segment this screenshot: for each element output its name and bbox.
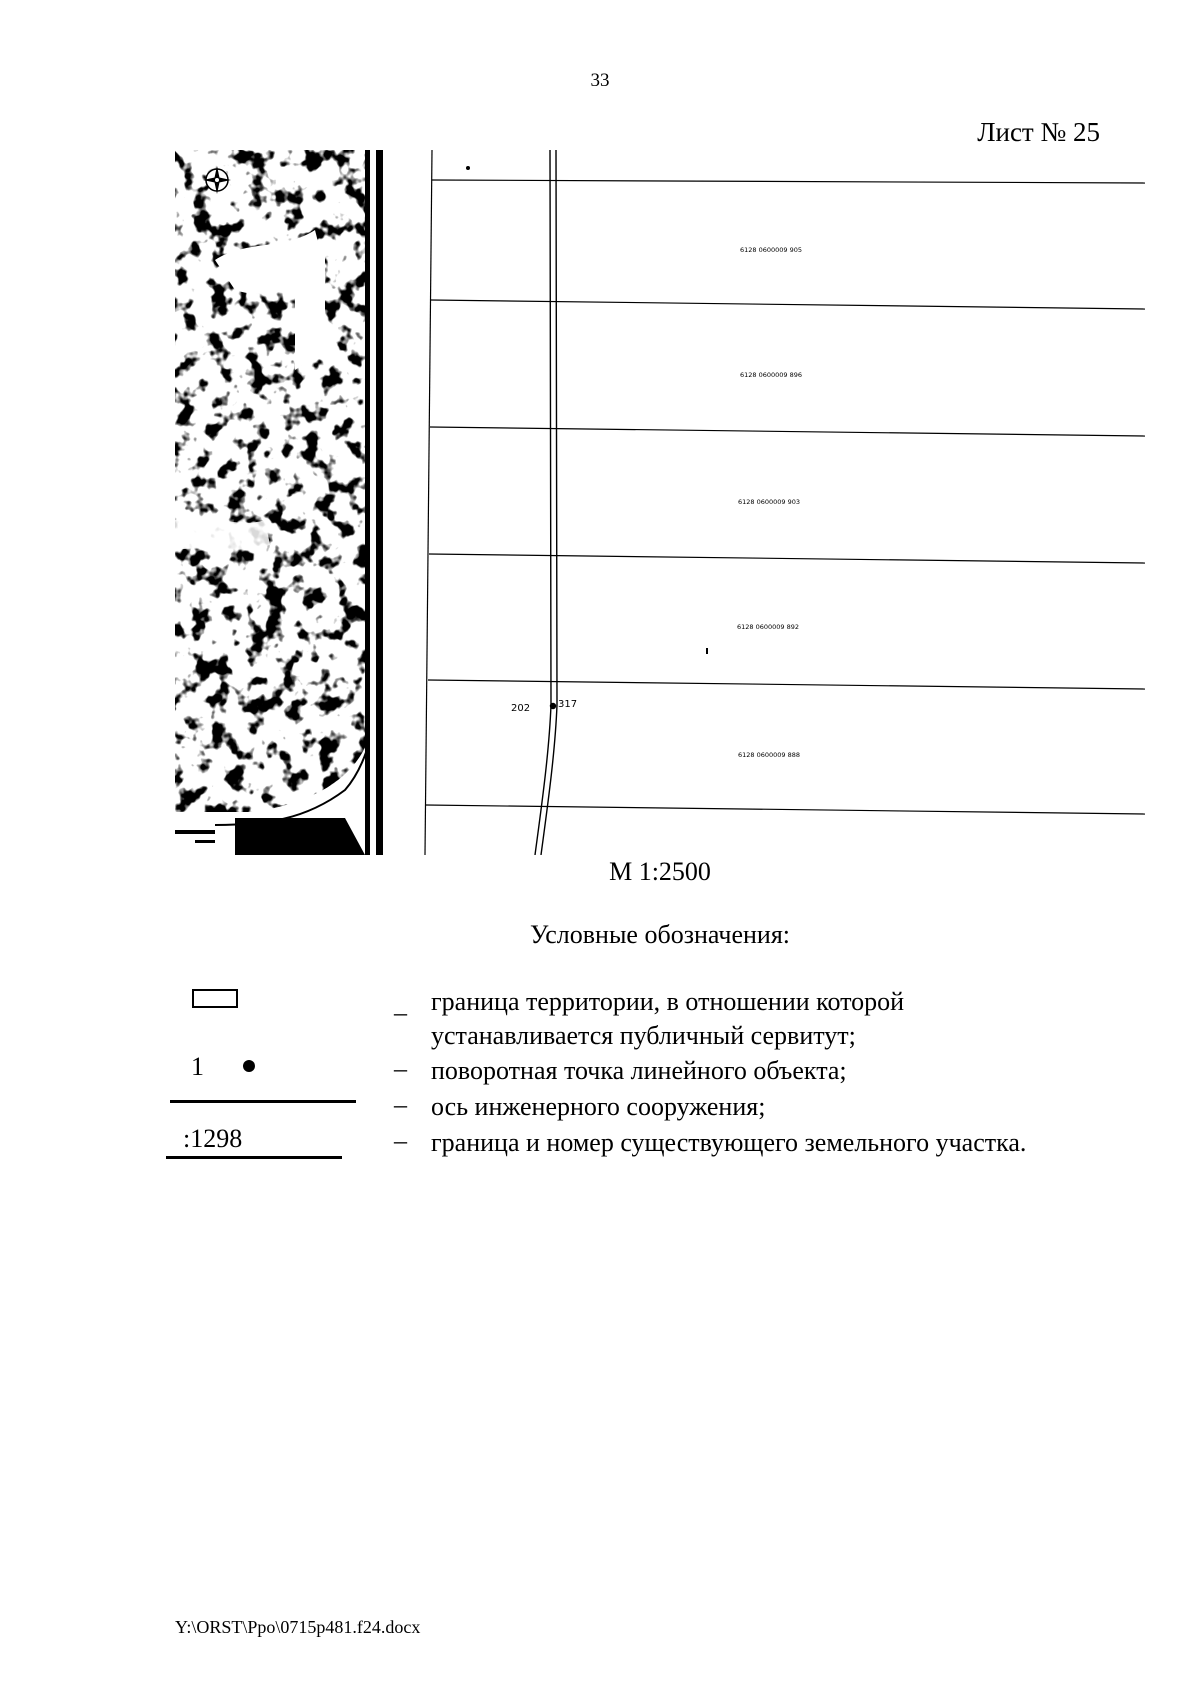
parcel-label: 6128 0600009 888 xyxy=(738,751,801,759)
parcel-label: 6128 0600009 903 xyxy=(738,498,801,506)
legend-axis-line xyxy=(170,1100,356,1103)
parcel-label: 6128 0600009 892 xyxy=(737,623,800,631)
map-scale: М 1:2500 xyxy=(609,857,711,886)
legend-symbol-boundary-rectangle xyxy=(192,989,238,1008)
map-dot xyxy=(466,166,470,170)
legend-dash: – xyxy=(394,1054,407,1083)
legend-text-boundary xyxy=(431,985,904,1053)
page-number: 33 xyxy=(590,70,610,91)
legend-text-boundary-line1: граница территории, в отношении которой xyxy=(431,987,905,1016)
legend-parcel-line xyxy=(166,1156,342,1159)
aerial-photo xyxy=(175,150,395,855)
legend-text-boundary-line2: устанавливается публичный сервитут; xyxy=(431,1021,856,1050)
sheet-title: Лист № 25 xyxy=(977,117,1100,147)
footer-file-path: Y:\ORST\Ppo\0715p481.f24.docx xyxy=(175,1617,421,1637)
cadastral-map xyxy=(175,150,1145,855)
parcel-boundaries xyxy=(426,180,1145,814)
engineering-structure-axis xyxy=(535,150,557,855)
plot-boundary-left xyxy=(425,150,432,855)
legend-dash: – xyxy=(394,998,407,1027)
legend-text-point: поворотная точка линейного объекта; xyxy=(431,1056,847,1085)
parcel-label: 6128 0600009 896 xyxy=(740,371,803,379)
legend-point-dot xyxy=(243,1060,255,1072)
turning-point-label-left: 202 xyxy=(511,703,531,714)
legend-text-parcel: граница и номер существующего земельного участка. xyxy=(431,1128,1027,1157)
turning-point xyxy=(511,699,577,714)
parcel-label: 6128 0600009 905 xyxy=(740,246,803,254)
map-mark xyxy=(706,648,708,654)
turning-point-label-right: 317 xyxy=(558,699,578,710)
legend-text-axis: ось инженерного сооружения; xyxy=(431,1092,766,1121)
legend-title: Условные обозначения: xyxy=(529,920,791,949)
legend-dash: – xyxy=(394,1126,407,1155)
legend-dash: – xyxy=(394,1090,407,1119)
legend-point-number: 1 xyxy=(191,1052,204,1081)
legend-parcel-number: :1298 xyxy=(183,1124,243,1153)
